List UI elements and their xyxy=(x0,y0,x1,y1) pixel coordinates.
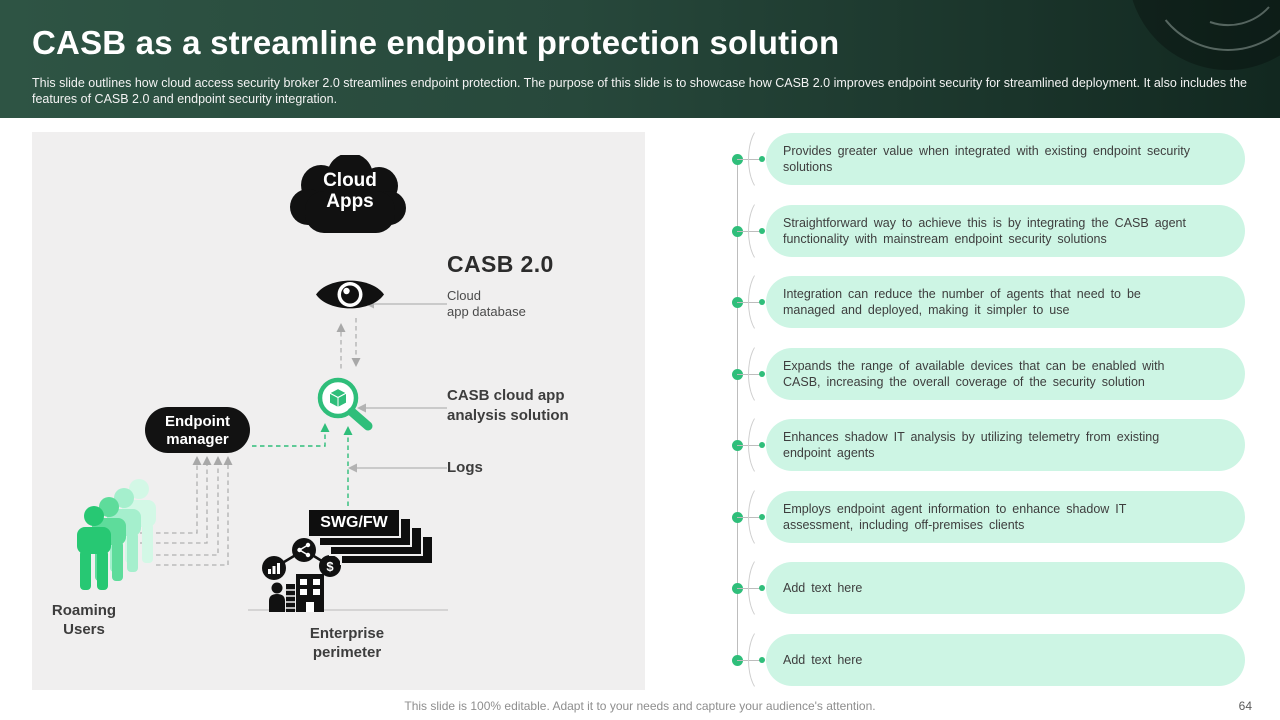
benefit-item xyxy=(731,419,1245,471)
corner-circle-decoration-icon xyxy=(1110,0,1280,92)
analysis-label: CASB cloud app analysis solution xyxy=(447,387,569,424)
swg-fw-shape: SWG/FW xyxy=(307,508,401,538)
cloud-app-database-label: Cloud app database xyxy=(447,288,526,319)
benefit-text-box[interactable] xyxy=(766,276,1245,328)
enterprise-perimeter-label: Enterprise perimeter xyxy=(309,625,385,661)
dollar-glyph: $ xyxy=(326,559,334,574)
logs-label: Logs xyxy=(447,459,483,476)
slide-subtitle: This slide outlines how cloud access security broker 2.0 streamlines endpoint protection. The purpose of this slide is to showcase how CASB 2.0 improves endpoint security for streamlined deployment. It also includes the features of CASB 2.0 and endpoint security integration. xyxy=(32,76,1247,106)
benefit-text: Straightforward way to achieve this is by integrating the CASB agent functionality with mainstream endpoint security solutions xyxy=(783,216,1186,246)
cloud-apps-shape xyxy=(287,155,413,233)
endpoint-manager-shape: Endpoint manager xyxy=(145,407,250,453)
benefit-text: Employs endpoint agent information to enhance shadow IT assessment, including off-premises clients xyxy=(783,502,1127,532)
benefit-text-box[interactable] xyxy=(766,419,1245,471)
benefit-text: Add text here xyxy=(783,653,863,667)
benefit-text-box[interactable] xyxy=(766,133,1245,185)
roaming-users-label: Roaming Users xyxy=(51,602,117,638)
benefit-item xyxy=(731,205,1245,257)
benefit-text-box[interactable] xyxy=(766,491,1245,543)
benefit-text: Add text here xyxy=(783,581,863,595)
benefit-item xyxy=(731,634,1245,686)
benefit-text-box[interactable] xyxy=(766,348,1245,400)
benefit-item xyxy=(731,348,1245,400)
magnifier-cube-icon xyxy=(315,375,377,435)
benefit-item xyxy=(731,133,1245,185)
benefit-text: Enhances shadow IT analysis by utilizing telemetry from existing endpoint agents xyxy=(783,430,1160,460)
benefit-item xyxy=(731,491,1245,543)
casb-heading: CASB 2.0 xyxy=(447,251,554,277)
page-title: CASB as a streamline endpoint protection solution xyxy=(32,24,840,61)
diagram-panel xyxy=(32,132,645,690)
slide-header xyxy=(0,0,1280,118)
benefit-text-box[interactable] xyxy=(766,634,1245,686)
eye-icon xyxy=(315,273,385,316)
benefit-text-box[interactable] xyxy=(766,562,1245,614)
benefit-text: Integration can reduce the number of agents that need to be managed and deployed, making it simpler to use xyxy=(783,287,1141,317)
benefit-item xyxy=(731,276,1245,328)
benefit-text: Provides greater value when integrated with existing endpoint security solutions xyxy=(783,144,1191,174)
roaming-users-icon xyxy=(60,476,176,592)
cloud-apps-label: Cloud Apps xyxy=(323,170,377,212)
page-number: 64 xyxy=(1238,699,1252,713)
analysis-node xyxy=(315,375,377,435)
roaming-users-node xyxy=(60,476,176,592)
benefit-text: Expands the range of available devices that can be enabled with CASB, increasing the overall coverage of the security solution xyxy=(783,359,1165,389)
cloud-app-database-node xyxy=(315,273,385,316)
footer-note: This slide is 100% editable. Adapt it to your needs and capture your audience's attention. xyxy=(404,699,876,713)
benefit-text-box[interactable] xyxy=(766,205,1245,257)
benefit-item xyxy=(731,562,1245,614)
